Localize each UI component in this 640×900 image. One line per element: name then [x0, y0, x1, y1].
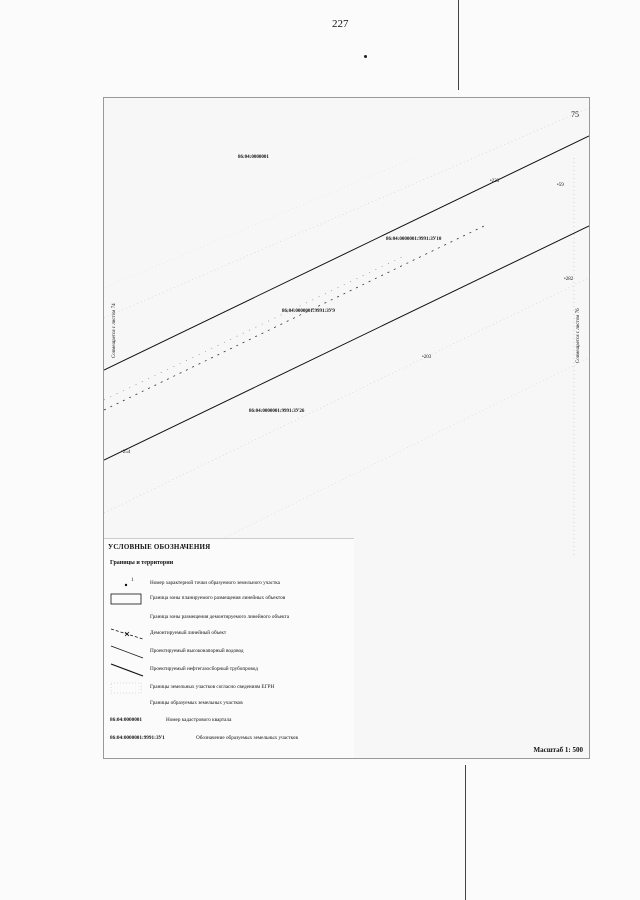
land-plot-boundary [104, 158, 414, 288]
legend-code: 86:04:0000001 [110, 717, 142, 723]
legend-text: Границы земельных участков согласно сведениям ЕГРН [150, 684, 275, 690]
zone-boundary-lower [104, 226, 589, 460]
oil-pipeline-symbol [110, 663, 144, 677]
legend-item [104, 681, 354, 695]
legend-text: Проектируемый нефтегазосборный трубопровод [150, 666, 258, 672]
legend-item [104, 697, 354, 711]
legend-item [104, 592, 354, 606]
quarter-label: 86:04:0000001 [238, 155, 269, 160]
point-label: •233 [490, 179, 500, 184]
point-label: •282 [564, 277, 574, 282]
ink-dot [364, 55, 367, 58]
legend-item [104, 732, 354, 746]
point-symbol [110, 577, 144, 591]
legend-text: Номер характерной точки образуемого земельного участка [150, 580, 280, 586]
demolished-symbol [110, 627, 144, 641]
zone-boundary-upper [104, 136, 589, 370]
point-label: •59 [557, 183, 564, 188]
legend-text: Демонтируемый линейный объект [150, 630, 227, 636]
joint-note-right: Совмещается с листом 76 [576, 308, 581, 363]
legend-item [104, 627, 354, 641]
legend-text: Граница зоны размещения демонтируемого линейного объекта [150, 614, 290, 620]
margin-line-top [458, 0, 459, 90]
land-plot-boundary [224, 358, 589, 538]
egrn-boundary-symbol [110, 681, 144, 695]
margin-line-bottom [465, 765, 466, 900]
legend-text: Граница зоны планируемого размещения линейных объектов [150, 595, 286, 601]
legend-item [104, 645, 354, 659]
plot-label: 86:04:0000001:9991:ЗУ26 [249, 409, 305, 414]
legend-text: Границы образуемых земельных участков [150, 700, 243, 706]
land-plot-boundary [104, 108, 589, 318]
scale-label: Масштаб 1: 500 [533, 746, 583, 754]
plot-label: 86:04:0000001:9991:ЗУ10 [386, 237, 442, 242]
legend [104, 538, 354, 759]
legend-item [104, 611, 354, 625]
legend-text: Проектируемый высоконапорный водовод [150, 648, 244, 654]
legend-text: Обозначение образуемых земельных участков [196, 735, 298, 741]
demolished-object-line-2 [104, 256, 404, 400]
legend-code: 86:04:0000001:9991:ЗУ1 [110, 735, 165, 741]
plot-label: 86:04:0000001:9991:ЗУ9 [282, 309, 335, 314]
joint-note-left: Совмещается с листом 74 [112, 303, 117, 358]
legend-subtitle: Границы и территории [110, 560, 174, 566]
legend-item [104, 714, 354, 728]
map-sheet [103, 97, 590, 759]
legend-text: Номер кадастрового квартала [166, 717, 232, 723]
page-number: 227 [332, 18, 349, 30]
water-pipeline-symbol [110, 645, 144, 659]
point-label: •203 [422, 355, 432, 360]
legend-title: УСЛОВНЫЕ ОБОЗНАЧЕНИЯ [108, 543, 211, 551]
demolished-object-line [104, 226, 484, 410]
point-label: •254 [121, 450, 131, 455]
zone-rect-symbol [110, 592, 144, 606]
point-symbol-number: 1 [131, 578, 134, 583]
legend-item [104, 663, 354, 677]
legend-item [104, 577, 354, 591]
sheet-number: 75 [571, 110, 579, 119]
